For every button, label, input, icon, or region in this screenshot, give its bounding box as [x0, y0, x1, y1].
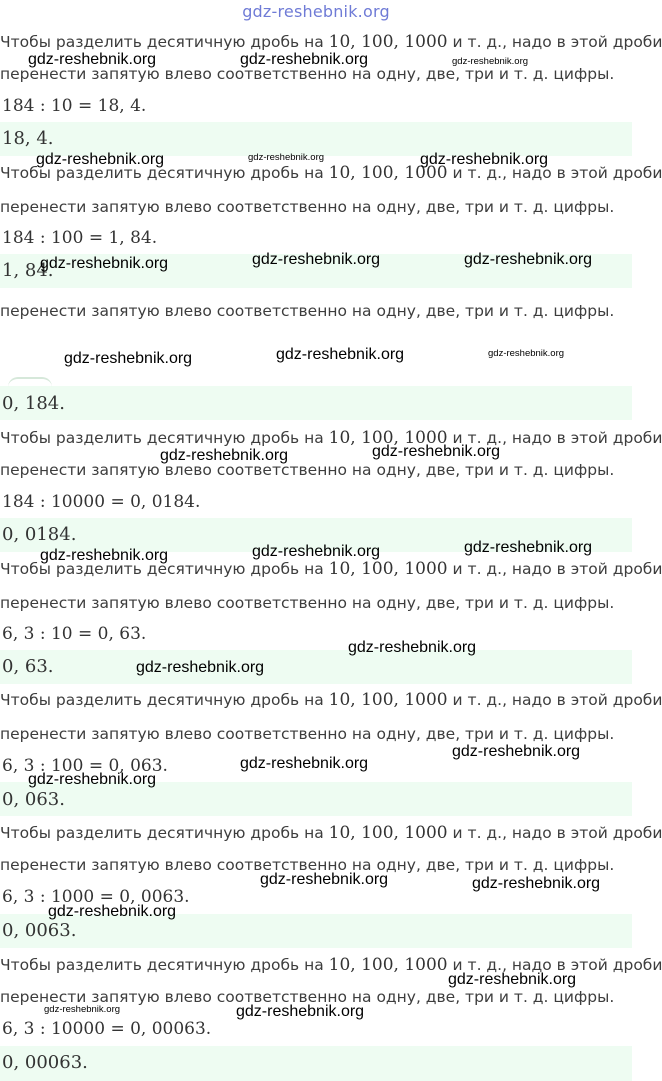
- answer-band: [0, 650, 632, 684]
- rule-line-1: Чтобы разделить десятичную дробь на 10, 100, 1000 и т. д., надо в этой дроби: [0, 32, 662, 52]
- watermark: gdz-reshebnik.org: [28, 51, 157, 68]
- equation: 6, 3 : 10 = 0, 63.: [2, 624, 147, 644]
- watermark: gdz-reshebnik.org: [40, 547, 169, 564]
- watermark: gdz-reshebnik.org: [464, 251, 593, 268]
- answer-band: [0, 386, 632, 420]
- rule-line-1: Чтобы разделить десятичную дробь на 10, 100, 1000 и т. д., надо в этой дроби: [0, 559, 662, 579]
- rule-line-2: перенести запятую влево соответственно на одну, две, три и т. д. цифры.: [0, 461, 615, 479]
- rule-line-2: перенести запятую влево соответственно на одну, две, три и т. д. цифры.: [0, 198, 615, 216]
- answer: 0, 184.: [2, 393, 65, 414]
- rule-line-1: Чтобы разделить десятичную дробь на 10, 100, 1000 и т. д., надо в этой дроби: [0, 163, 662, 183]
- watermark: gdz-reshebnik.org: [64, 350, 193, 367]
- watermark: gdz-reshebnik.org: [136, 659, 265, 676]
- answer-band: [0, 1046, 632, 1081]
- answer: 0, 063.: [2, 789, 65, 810]
- answer: 18, 4.: [2, 128, 54, 149]
- watermark: gdz-reshebnik.org: [44, 1004, 121, 1015]
- equation: 6, 3 : 10000 = 0, 00063.: [2, 1019, 212, 1039]
- band-ornament: [8, 377, 52, 387]
- watermark: gdz-reshebnik.org: [348, 639, 477, 656]
- equation: 184 : 10000 = 0, 0184.: [2, 492, 201, 512]
- answer: 0, 0063.: [2, 920, 77, 941]
- watermark: gdz-reshebnik.org: [420, 151, 549, 168]
- watermark: gdz-reshebnik.org: [488, 348, 565, 359]
- watermark: gdz-reshebnik.org: [252, 251, 381, 268]
- watermark: gdz-reshebnik.org: [48, 903, 177, 920]
- answer: 0, 00063.: [2, 1052, 88, 1073]
- watermark: gdz-reshebnik.org: [452, 743, 581, 760]
- watermark: gdz-reshebnik.org: [236, 1003, 365, 1020]
- rule-line-2: перенести запятую влево соответственно на одну, две, три и т. д. цифры.: [0, 725, 615, 743]
- watermark: gdz-reshebnik.org: [448, 971, 577, 988]
- watermark: gdz-reshebnik.org: [160, 447, 289, 464]
- watermark: gdz-reshebnik.org: [260, 871, 389, 888]
- watermark: gdz-reshebnik.org: [372, 443, 501, 460]
- answer: 0, 0184.: [2, 524, 77, 545]
- rule-line-2: перенести запятую влево соответственно на одну, две, три и т. д. цифры.: [0, 302, 615, 320]
- watermark: gdz-reshebnik.org: [40, 255, 169, 272]
- rule-line-2: перенести запятую влево соответственно на одну, две, три и т. д. цифры.: [0, 856, 615, 874]
- equation: 6, 3 : 1000 = 0, 0063.: [2, 887, 190, 907]
- watermark: gdz-reshebnik.org: [240, 51, 369, 68]
- rule-line-2: перенести запятую влево соответственно на одну, две, три и т. д. цифры.: [0, 594, 615, 612]
- watermark: gdz-reshebnik.org: [472, 875, 601, 892]
- watermark: gdz-reshebnik.org: [464, 539, 593, 556]
- watermark: gdz-reshebnik.org: [248, 152, 325, 163]
- equation: 184 : 10 = 18, 4.: [2, 96, 147, 116]
- watermark: gdz-reshebnik.org: [276, 346, 405, 363]
- watermark: gdz-reshebnik.org: [36, 151, 165, 168]
- watermark: gdz-reshebnik.org: [28, 771, 157, 788]
- rule-line-2: перенести запятую влево соответственно на одну, две, три и т. д. цифры.: [0, 988, 615, 1006]
- rule-line-1: Чтобы разделить десятичную дробь на 10, 100, 1000 и т. д., надо в этой дроби: [0, 823, 662, 843]
- rule-line-2: перенести запятую влево соответственно на одну, две, три и т. д. цифры.: [0, 65, 615, 83]
- answer: 0, 63.: [2, 656, 54, 677]
- watermark: gdz-reshebnik.org: [240, 755, 369, 772]
- rule-line-1: Чтобы разделить десятичную дробь на 10, 100, 1000 и т. д., надо в этой дроби: [0, 690, 662, 710]
- watermark: gdz-reshebnik.org: [452, 56, 529, 67]
- answer: 1, 84.: [2, 260, 54, 281]
- equation: 6, 3 : 100 = 0, 063.: [2, 756, 168, 776]
- rule-line-1: Чтобы разделить десятичную дробь на 10, 100, 1000 и т. д., надо в этой дроби: [0, 955, 662, 975]
- watermark: gdz-reshebnik.org: [252, 543, 381, 560]
- site-header[interactable]: gdz-reshebnik.org: [242, 2, 390, 21]
- rule-line-1: Чтобы разделить десятичную дробь на 10, 100, 1000 и т. д., надо в этой дроби: [0, 428, 662, 448]
- equation: 184 : 100 = 1, 84.: [2, 228, 158, 248]
